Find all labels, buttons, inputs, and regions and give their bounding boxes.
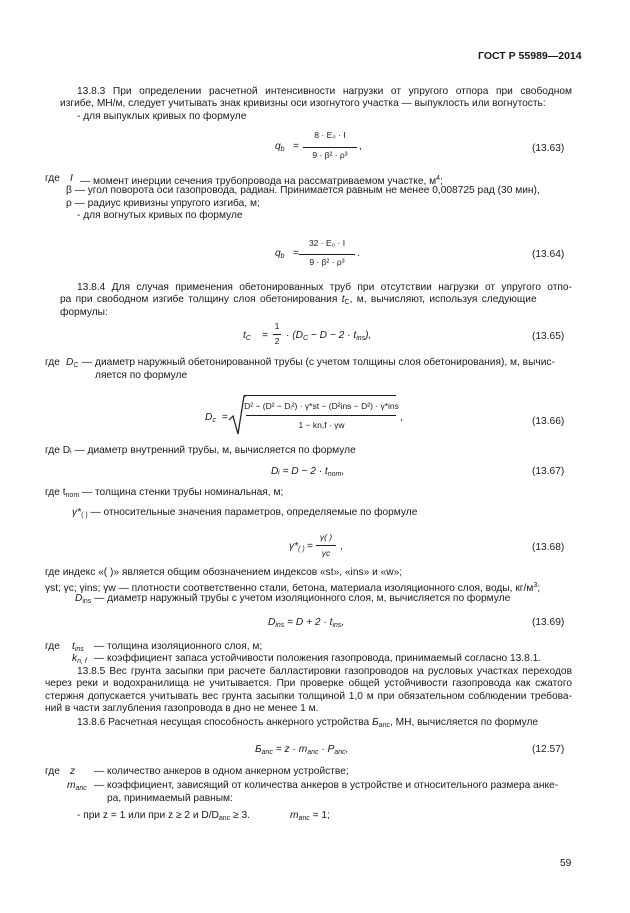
para-13-8-5-line4: ний в части заглубления газопровода в дно не менее 1 м. bbox=[45, 703, 319, 714]
where-Di: где Dᵢ — диаметр внутренний трубы, м, вычисляется по формуле bbox=[45, 445, 356, 456]
where-Dc: — диаметр наружный обетонированной трубы (с учетом толщины слоя обетонирования), м, вычис- bbox=[82, 357, 555, 368]
formula-number: (12.57) bbox=[532, 744, 565, 755]
page-number: 59 bbox=[560, 858, 572, 869]
where-tins: — толщина изоляционного слоя, м; bbox=[94, 641, 263, 652]
where-densities: γst; γc; γins; γw — плотности соответственно стали, бетона, материала изоляционного слоя, воды, $кг/м^3$; bbox=[45, 582, 541, 594]
para-13-8-4-line1: 13.8.4 Для случая применения обетонированных труб при отсутствии нагрузки от упругого отпо- bbox=[77, 282, 572, 293]
formula-number: (13.66) bbox=[532, 416, 565, 427]
where-knf: — коэффициент запаса устойчивости положения газопровода, принимаемый согласно 13.8.1. bbox=[94, 653, 542, 664]
formula-number: (13.63) bbox=[532, 143, 565, 154]
concave-curves-label: - для вогнутых кривых по формуле bbox=[77, 210, 243, 221]
where-manc: — коэффициент, зависящий от количества анкеров в устройстве и относительного размера анке- bbox=[94, 780, 559, 791]
formula-number: (13.69) bbox=[532, 617, 565, 628]
formula-number: (13.68) bbox=[532, 542, 565, 553]
where-gamma: $\gamma*_{( )}$ — относительные значения параметров, определяемые по формуле bbox=[72, 507, 418, 519]
para-13-8-3-line2: изгибе, МН/м, следует учитывать знак кривизны оси изогнутого участка — выпуклость или вогнутость: bbox=[60, 98, 546, 109]
formula-number: (13.67) bbox=[532, 466, 565, 477]
where-rho: ρ — радиус кривизны упругого изгиба, м; bbox=[66, 198, 260, 209]
para-13-8-3-line1: 13.8.3 При определении расчетной интенсивности нагрузки от упругого отпора при свободном bbox=[77, 86, 572, 97]
condition-line: - при z = 1 или при z ≥ 2 и $D/D_{anc} \ge 3$. bbox=[77, 810, 250, 822]
para-13-8-4-line3: формулы: bbox=[60, 307, 108, 318]
where-tnom: где $t_{nom}$ — толщина стенки трубы номинальная, м; bbox=[45, 487, 284, 499]
para-13-8-5-line1: 13.8.5 Вес грунта засыпки при расчете балластировки газопроводов на русловых участках переходов bbox=[77, 666, 572, 677]
para-13-8-5-line2: через реки и водохранилища не учитывается. При проверке общей устойчивости газопровода как сжатого bbox=[45, 678, 572, 689]
where-z: — количество анкеров в одном анкерном устройстве; bbox=[94, 766, 349, 777]
para-13-8-5-line3: стержня допускается учитывать вес грунта засыпки толщиной 1,0 м при обязательном соблюдении требова- bbox=[45, 691, 572, 702]
formula-number: (13.64) bbox=[532, 249, 565, 260]
where-Dins: $D_{ins}$ — диаметр наружный трубы с учетом изоляционного слоя, м, вычисляется по формуле bbox=[75, 593, 511, 605]
para-13-8-4-line2: ра при свободном изгибе толщину слоя обетонирования $t_C$, м, вычисляют, используя следующие bbox=[60, 294, 537, 306]
where-I: — момент инерции сечения трубопровода на рассматриваемом участке, $м^4$; bbox=[80, 175, 443, 187]
para-13-8-6: 13.8.6 Расчетная несущая способность анкерного устройства $Б_{anc}$, МН, вычисляется по формуле bbox=[77, 717, 539, 729]
where-beta: β — угол поворота оси газопровода, радиан. Принимается равным не менее 0,008725 рад (30 мин), bbox=[66, 185, 540, 196]
manc-value: $m_{anc} = 1$; bbox=[290, 810, 330, 822]
formula-number: (13.65) bbox=[532, 331, 565, 342]
index-note: где индекс «( )» является общим обозначением индексов «st», «ins» и «w»; bbox=[45, 567, 403, 578]
convex-curves-label: - для выпуклых кривых по формуле bbox=[77, 111, 247, 122]
standard-header: ГОСТ Р 55989—2014 bbox=[478, 50, 582, 62]
